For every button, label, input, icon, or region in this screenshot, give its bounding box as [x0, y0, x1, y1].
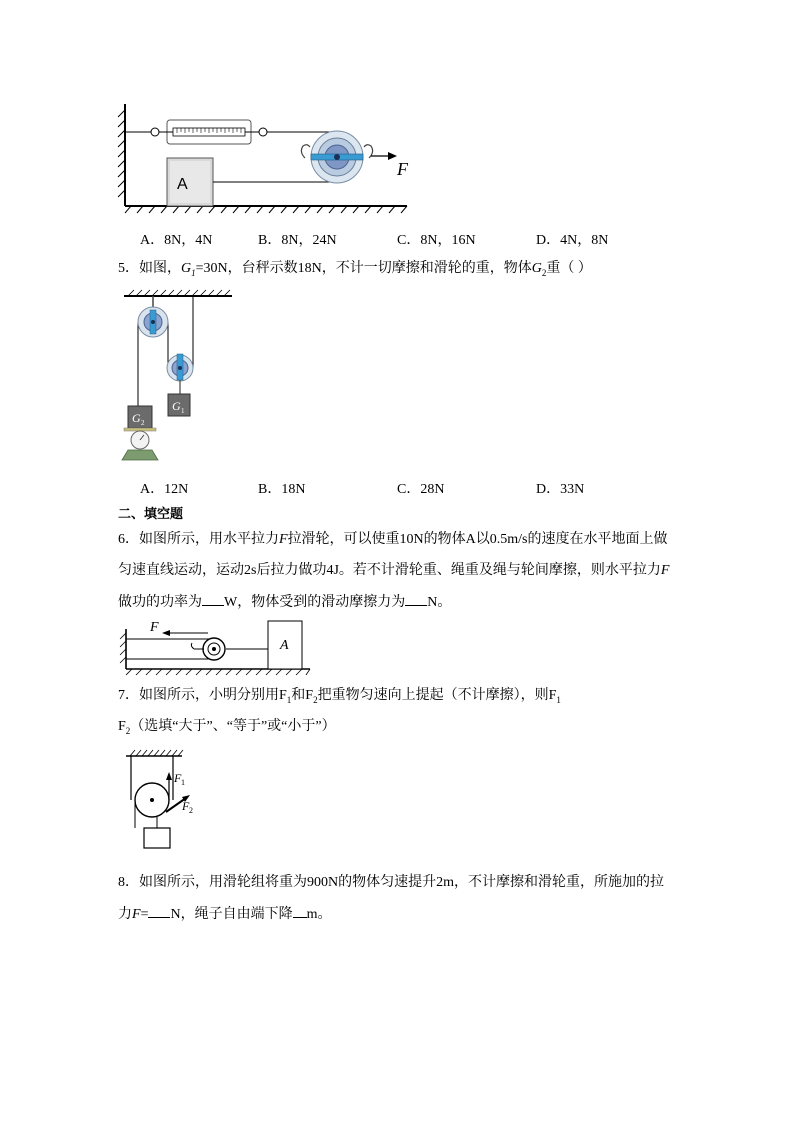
q5-figure	[118, 288, 238, 464]
q6-line-1	[118, 531, 678, 549]
option-text: 28N	[420, 482, 445, 497]
q4-block-label: A	[177, 176, 188, 193]
q6-blank-friction[interactable]	[405, 593, 427, 606]
q5-g2-label: G	[132, 411, 141, 425]
q6-text: 匀速直线运动，运动2s后拉力做功4J。若不计滑轮重、绳重及绳与轮间摩擦，则水平拉力	[118, 563, 661, 578]
q8-text: =	[140, 907, 149, 922]
option-letter: B．	[258, 233, 282, 248]
q6-text: 拉滑轮，可以使重10N的物体A以0.5m/s的速度在水平地面上做	[287, 532, 668, 547]
q8-text: 力	[118, 907, 132, 922]
q5-number: 5．	[118, 261, 139, 276]
q7-f1-label: F	[174, 771, 182, 785]
option-letter: B．	[258, 482, 282, 497]
q6-text: N。	[427, 595, 452, 610]
q5-g1-symbol: G	[181, 261, 192, 276]
q7-subscript: 2	[313, 694, 318, 705]
q5-stem-text: =30N，台秤示数18N，不计一切摩擦和滑轮的重，物体	[195, 261, 532, 276]
q8-line-2	[118, 905, 678, 924]
option-letter: D．	[536, 482, 561, 497]
q5-option-a[interactable]	[140, 478, 188, 498]
q6-blank-power[interactable]	[202, 593, 224, 606]
q5-g1-label-sub: 1	[181, 407, 185, 415]
q7-f2-label-sub: 2	[189, 806, 193, 815]
q5-g1-subscript: 1	[191, 267, 196, 278]
q5-option-d[interactable]	[536, 478, 584, 498]
option-text: 8N，16N	[420, 233, 476, 248]
q8-text: N，绳子自由端下降	[170, 907, 293, 922]
q4-option-c[interactable]	[397, 229, 476, 249]
q7-text: 7．如图所示，小明分别用F	[118, 688, 287, 703]
q4-option-a[interactable]	[140, 229, 212, 249]
q7-text: 和F	[291, 688, 314, 703]
q6-text: 做功的功率为	[118, 595, 202, 610]
option-letter: C．	[397, 233, 421, 248]
q8-blank-distance[interactable]	[293, 905, 307, 918]
q8-text: m。	[306, 907, 332, 922]
q6-text: 6．如图所示，用水平拉力	[118, 532, 279, 547]
q7-line-1	[118, 687, 678, 709]
q6-block-label: A	[280, 638, 289, 653]
option-letter: A．	[140, 233, 165, 248]
section-heading: 二、填空题	[118, 506, 184, 521]
option-text: 18N	[281, 482, 306, 497]
option-text: 33N	[560, 482, 585, 497]
q5-g2-label-sub: 2	[141, 419, 145, 427]
q5-stem-text: 重（ ）	[546, 261, 592, 276]
q8-f-symbol: F	[132, 907, 141, 922]
q5-g1-label: G	[172, 399, 181, 413]
q4-force-label: F	[397, 159, 408, 179]
q5-g2-symbol: G	[531, 261, 542, 276]
q6-figure	[118, 615, 318, 677]
q5-option-c[interactable]	[397, 478, 444, 498]
option-text: 4N，8N	[560, 233, 609, 248]
option-text: 8N，24N	[281, 233, 337, 248]
q7-subscript: 2	[125, 725, 131, 736]
q7-text: F	[118, 719, 126, 734]
q4-option-b[interactable]	[258, 229, 337, 249]
option-text: 8N，4N	[164, 233, 213, 248]
option-letter: D．	[536, 233, 561, 248]
q5-stem	[118, 260, 678, 282]
option-text: 12N	[164, 482, 189, 497]
q4-option-d[interactable]	[536, 229, 608, 249]
q5-g2-subscript: 2	[541, 267, 547, 278]
q6-line-3	[118, 593, 678, 612]
q6-text: W，物体受到的滑动摩擦力为	[224, 595, 406, 610]
q6-f-symbol: F	[660, 563, 670, 578]
q7-f1-label-sub: 1	[181, 778, 185, 787]
q7-line-2	[118, 718, 678, 740]
q6-f-symbol: F	[279, 532, 288, 547]
q8-line-1: 8．如图所示，用滑轮组将重为900N的物体匀速提升2m，不计摩擦和滑轮重，所施加的拉	[118, 875, 664, 890]
q5-stem-text: 如图，	[139, 261, 181, 276]
q8-blank-force[interactable]	[148, 905, 170, 918]
q7-f2-label: F	[182, 799, 190, 813]
option-letter: A．	[140, 482, 165, 497]
q7-text: 把重物匀速向上提起（不计摩擦），则F	[317, 688, 557, 703]
q5-option-b[interactable]	[258, 478, 305, 498]
q7-subscript: 1	[556, 694, 561, 705]
option-letter: C．	[397, 482, 421, 497]
q6-line-2	[118, 562, 678, 580]
q6-force-label: F	[150, 620, 159, 635]
q4-figure	[115, 98, 415, 216]
q7-text: （选填“大于”、“等于”或“小于”）	[130, 719, 336, 734]
q7-subscript: 1	[286, 694, 292, 705]
q7-figure	[120, 748, 230, 852]
